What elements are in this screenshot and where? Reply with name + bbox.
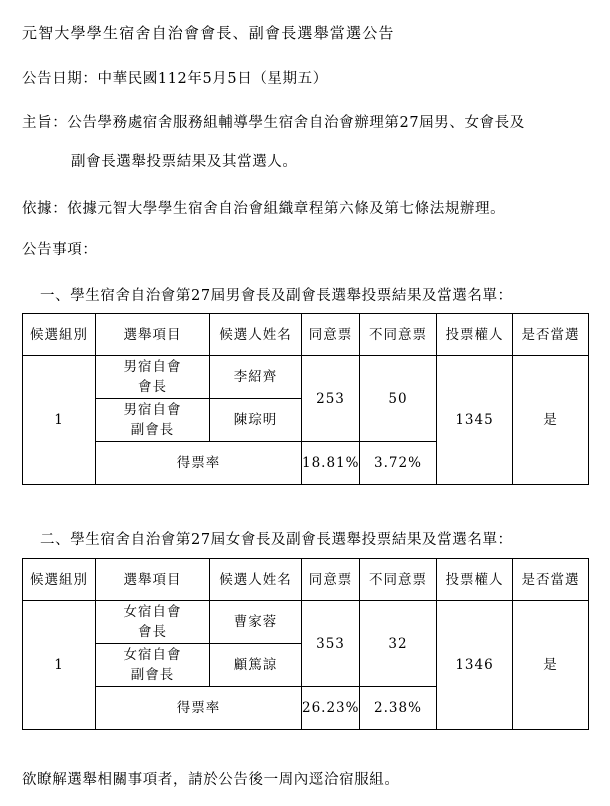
vote-rate-label: 得票率 (96, 687, 302, 730)
disagree-votes: 50 (360, 356, 437, 442)
header-group: 候選組別 (23, 559, 96, 601)
candidate-name: 陳琮明 (210, 399, 302, 442)
section-1-results-table (22, 313, 589, 485)
header-agree: 同意票 (302, 314, 360, 356)
group-number: 1 (23, 356, 96, 485)
header-voters: 投票權人 (437, 314, 513, 356)
subject-line-2: 副會長選舉投票結果及其當選人。 (71, 154, 298, 170)
header-candidate: 候選人姓名 (210, 314, 302, 356)
table-row (23, 356, 589, 399)
items-heading: 公告事項： (22, 242, 98, 258)
notice-date: 公告日期：中華民國112年5月5日（星期五） (22, 71, 328, 87)
disagree-rate: 3.72% (360, 442, 437, 485)
agree-rate: 18.81% (302, 442, 360, 485)
election-item (96, 356, 210, 399)
header-candidate: 候選人姓名 (210, 559, 302, 601)
candidate-name: 李紹齊 (210, 356, 302, 399)
election-item-line-1: 女宿自會 (123, 604, 182, 620)
elected-status: 是 (513, 601, 589, 730)
election-item (96, 644, 210, 687)
candidate-name: 曹家蓉 (210, 601, 302, 644)
agree-rate: 26.23% (302, 687, 360, 730)
footer-note: 欲瞭解選舉相關事項者，請於公告後一周內逕洽宿服組。 (22, 772, 400, 788)
table-header-row (23, 314, 589, 356)
election-item-line-2: 副會長 (130, 667, 175, 683)
election-item-line-1: 男宿自會 (123, 402, 182, 418)
election-item-line-1: 女宿自會 (123, 647, 182, 663)
disagree-rate: 2.38% (360, 687, 437, 730)
election-item-line-1: 男宿自會 (123, 359, 182, 375)
basis-line: 依據：依據元智大學學生宿舍自治會組織章程第六條及第七條法規辦理。 (22, 201, 506, 217)
table-header-row (23, 559, 589, 601)
table-row (23, 601, 589, 644)
election-item (96, 399, 210, 442)
agree-votes: 353 (302, 601, 360, 687)
eligible-voters: 1345 (437, 356, 513, 485)
disagree-votes: 32 (360, 601, 437, 687)
header-elected: 是否當選 (513, 314, 589, 356)
election-item (96, 601, 210, 644)
vote-rate-label: 得票率 (96, 442, 302, 485)
election-item-line-2: 副會長 (130, 422, 175, 438)
candidate-name: 顧篤諒 (210, 644, 302, 687)
section-2-heading: 二、學生宿舍自治會第27屆女會長及副會長選舉投票結果及當選名單： (40, 532, 513, 548)
header-item: 選舉項目 (96, 314, 210, 356)
election-item-line-2: 會長 (138, 624, 167, 640)
header-disagree: 不同意票 (360, 314, 437, 356)
election-item-line-2: 會長 (138, 379, 167, 395)
elected-status: 是 (513, 356, 589, 485)
header-disagree: 不同意票 (360, 559, 437, 601)
notice-title: 元智大學學生宿舍自治會會長、副會長選舉當選公告 (22, 24, 395, 42)
header-group: 候選組別 (23, 314, 96, 356)
section-1-heading: 一、學生宿舍自治會第27屆男會長及副會長選舉投票結果及當選名單： (40, 288, 513, 304)
header-item: 選舉項目 (96, 559, 210, 601)
eligible-voters: 1346 (437, 601, 513, 730)
agree-votes: 253 (302, 356, 360, 442)
group-number: 1 (23, 601, 96, 730)
subject-line-1: 主旨：公告學務處宿舍服務組輔導學生宿舍自治會辦理第27屆男、女會長及 (22, 115, 525, 131)
header-voters: 投票權人 (437, 559, 513, 601)
header-elected: 是否當選 (513, 559, 589, 601)
section-2-results-table (22, 558, 589, 730)
header-agree: 同意票 (302, 559, 360, 601)
